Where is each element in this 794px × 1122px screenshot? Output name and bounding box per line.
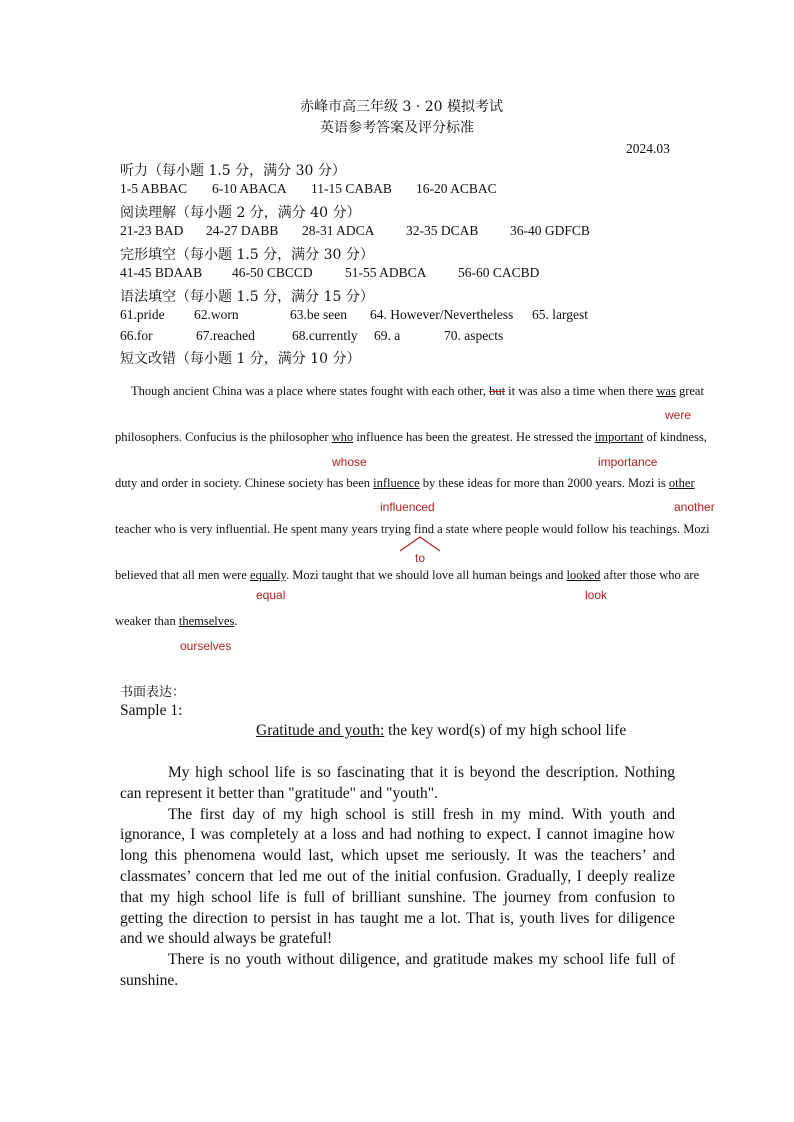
grammar-answer: 70. aspects (444, 328, 504, 343)
listening-answer: 6-10 ABACA (212, 181, 287, 196)
essay-body (120, 763, 675, 992)
error-word: important (594, 430, 644, 444)
reading-answer: 21-23 BAD (120, 223, 184, 238)
grammar-answer: 68.currently (292, 328, 358, 343)
correction-passage-line: Though ancient China was a place where states fought with each other, but it was also a time when there was great (131, 384, 704, 398)
listening-answer: 16-20 ACBAC (416, 181, 497, 196)
writing-heading: 书面表达： (120, 685, 186, 700)
reading-answer: 24-27 DABB (206, 223, 279, 238)
error-word: equally (250, 568, 286, 582)
correction-look: look (585, 588, 608, 602)
correction-influenced: influenced (380, 500, 435, 514)
cloze-answer: 56-60 CACBD (458, 265, 540, 280)
sample-label: Sample 1: (120, 702, 183, 719)
listening-answer: 1-5 ABBAC (120, 181, 188, 196)
error-word: who (331, 430, 354, 444)
deleted-word: but (489, 384, 506, 398)
grammar-answer: 65. largest (532, 307, 588, 322)
grammar-answer: 69. a (374, 328, 401, 343)
grammar-heading: 语法填空（每小题 1.5 分，满分 15 分） (120, 289, 374, 305)
essay-paragraph: The first day of my high school is still fresh in my mind. With youth and ignorance, I was completely at a loss and had nothing to expect. I cannot imagine how long this phenomena would last, which upset me seriously. It was the teachers’ and classmates’ concern that led me out of the initial confusion. Gradually, I deeply realize that my high school life is full of brilliant sunshine. The journey from confusion to getting the direction to persist in has taught me a lot. That is, youth lives for diligence and we should always be grateful! (120, 805, 675, 948)
cloze-answer: 51-55 ADBCA (345, 265, 427, 280)
cloze-answer: 41-45 BDAAB (120, 265, 203, 280)
error-word: looked (566, 568, 601, 582)
correction-passage-line: duty and order in society. Chinese society has been influence by these ideas for more than 2000 years. Mozi is other (115, 476, 695, 490)
correction-were: were (665, 408, 692, 422)
grammar-answer: 67.reached (196, 328, 255, 343)
essay-title: Gratitude and youth: the key word(s) of my high school life (256, 722, 627, 739)
exam-title: 赤峰市高三年级 3 · 20 模拟考试 (300, 99, 503, 115)
grammar-answer: 64. However/Nevertheless (370, 307, 514, 322)
correction-whose: whose (332, 455, 367, 469)
correction-ourselves: ourselves (180, 639, 232, 653)
correction-passage-line: weaker than themselves. (115, 614, 238, 628)
error-word: other (668, 476, 695, 490)
error-word: themselves (178, 614, 235, 628)
listening-answer: 11-15 CABAB (311, 181, 392, 196)
grammar-answer: 63.be seen (290, 307, 347, 322)
grammar-answer: 66.for (120, 328, 153, 343)
error-word: was (656, 384, 676, 398)
reading-answer: 28-31 ADCA (302, 223, 375, 238)
grammar-answer: 62.worn (194, 307, 239, 322)
grammar-answer: 61.pride (120, 307, 165, 322)
essay-paragraph: There is no youth without diligence, and gratitude makes my school life full of sunshine. (120, 951, 675, 989)
correction-passage-line: believed that all men were equally. Mozi taught that we should love all human beings and looked after those who are (115, 568, 700, 582)
essay-paragraph: My high school life is so fascinating that it is beyond the description. Nothing can represent it better than "gratitude" and "youth". (120, 764, 675, 802)
reading-heading: 阅读理解（每小题 2 分，满分 40 分） (120, 205, 361, 221)
cloze-heading: 完形填空（每小题 1.5 分，满分 30 分） (120, 247, 374, 263)
correction-importance: importance (598, 455, 658, 469)
listening-heading: 听力（每小题 1.5 分，满分 30 分） (120, 163, 346, 179)
exam-date: 2024.03 (626, 141, 670, 156)
correction-passage-line: philosophers. Confucius is the philosopher who influence has been the greatest. He stressed the important of kindness, (115, 430, 707, 444)
reading-answer: 36-40 GDFCB (510, 223, 590, 238)
correction-to: to (415, 551, 426, 565)
cloze-answer: 46-50 CBCCD (232, 265, 313, 280)
error-correction-heading: 短文改错（每小题 1 分，满分 10 分） (120, 351, 361, 367)
correction-equal: equal (256, 588, 286, 602)
correction-passage-line: teacher who is very influential. He spent many years trying find a state where people would follow his teachings. Mozi (115, 522, 710, 536)
reading-answer: 32-35 DCAB (406, 223, 479, 238)
error-word: influence (373, 476, 420, 490)
exam-subtitle: 英语参考答案及评分标准 (320, 120, 474, 136)
correction-another: another (674, 500, 715, 514)
